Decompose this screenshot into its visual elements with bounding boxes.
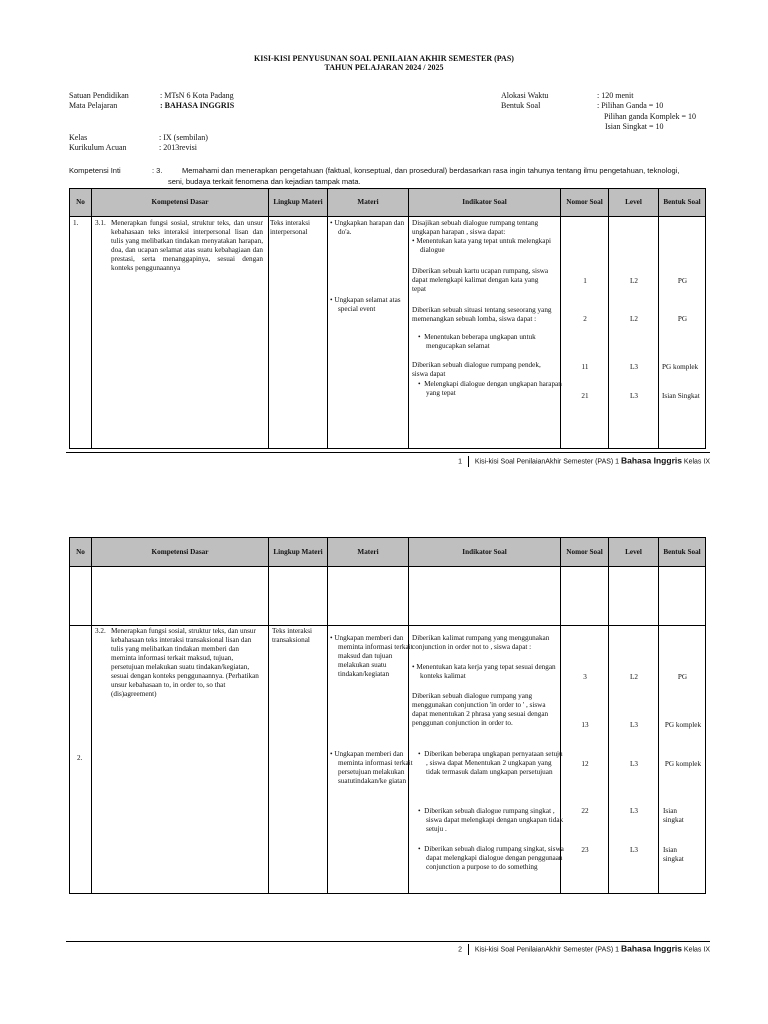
mapel-label: Mata Pelajaran <box>69 101 118 110</box>
table-header-row <box>70 189 706 217</box>
materi-item: • Ungkapkan harapan dan do'a. <box>330 219 405 236</box>
materi-item: • Ungkapan selamat atas special event <box>330 296 401 313</box>
table-row <box>70 217 706 449</box>
indikator-bullet: • Melengkapi dialogue dengan ungkapan harapan yang tepat <box>418 380 562 397</box>
indikator-bullet: • Menentukan kata yang tepat untuk melengkapi dialogue <box>412 237 552 254</box>
header-bentuk: Bentuk Soal <box>659 538 706 567</box>
indikator-bullet: • Menentukan kata kerja yang tepat sesuai dengan konteks kalimat <box>412 663 556 680</box>
kelas-value: : IX (sembilan) <box>159 133 208 142</box>
nomor-soal: 22 <box>581 807 589 815</box>
bentuk-soal: PG komplek <box>662 363 699 371</box>
footer-text: Kisi-kisi Soal PenilaianAkhir Semester (PAS) 1 <box>474 946 620 954</box>
ki-label: Kompetensi Inti <box>69 166 121 175</box>
indikator-bullet: • Diberikan sebuah dialog rumpang singkat, siswa dapat melengkapi dialogue dengan penggunaan conjunction a purpose to do something <box>418 845 564 871</box>
level: L2 <box>630 315 638 323</box>
materi-item: • Ungkapan memberi dan meminta informasi terkait persetujuan melakukan suatutindakan/ke giatan <box>330 750 413 785</box>
header-materi: Materi <box>328 538 409 567</box>
level: L3 <box>630 363 638 371</box>
nomor-soal: 1 <box>583 277 587 285</box>
header-materi: Materi <box>328 189 409 217</box>
level: L3 <box>630 846 638 854</box>
indikator-text: Disajikan sebuah dialogue rumpang tentang ungkapan harapan , siswa dapat: <box>412 219 539 236</box>
table-row <box>70 626 706 894</box>
header-kd: Kompetensi Dasar <box>92 538 269 567</box>
footer-text: Kisi-kisi Soal PenilaianAkhir Semester (PAS) 1 <box>474 458 620 466</box>
kurikulum-label: Kurikulum Acuan <box>69 143 127 152</box>
indikator-text: Diberikan sebuah situasi tentang seseorang yang memenangkan sebuah lomba, siswa dapat : <box>412 306 552 323</box>
header-no: No <box>70 538 92 567</box>
kd-text: Menerapkan fungsi sosial, struktur teks, dan unsur kebahasaan teks interaksi transaksional lisan dan tulis yang melibatkan tindakan memberi dan meminta informasi terkait maksud, tujuan, persetujuan melakukan suatu tindakan/kegiatan, sesuai dengan konteks penggunaannya. (Perhatikan unsur kebahasaan to, in order to, so that (dis)agreement) <box>111 627 259 698</box>
footer-divider <box>66 941 710 942</box>
level: L2 <box>630 673 638 681</box>
bentuk-value-isian: Isian Singkat = 10 <box>605 122 664 131</box>
indikator-text: Diberikan sebuah dialogue rumpang yang menggunakan conjunction 'in order to ' , siswa dapat menentukan 2 phrasa yang sesuai dengan penggunan conjunction in order to. <box>412 692 549 727</box>
lingkup-materi: Teks interaksi interpersonal <box>270 219 311 236</box>
bentuk-value-pg: : Pilihan Ganda = 10 <box>597 101 664 110</box>
bentuk-soal: PG komplek <box>664 721 702 729</box>
header-lingkup: Lingkup Materi <box>269 538 328 567</box>
header-level: Level <box>609 189 659 217</box>
nomor-soal: 12 <box>581 760 589 768</box>
bentuk-soal: PG komplek <box>664 760 702 768</box>
indikator-bullet: • Diberikan sebuah dialogue rumpang singkat , siswa dapat melengkapi dengan ungkapan tidak setuju . <box>418 807 564 833</box>
kelas-label: Kelas <box>69 133 88 142</box>
nomor-soal: 3 <box>583 673 587 681</box>
footer-subject: Bahasa Inggris <box>621 943 682 954</box>
table-header-row <box>70 538 706 567</box>
nomor-soal: 2 <box>583 315 587 323</box>
bentuk-soal: PG <box>677 315 688 323</box>
page-number: 2 <box>458 946 462 954</box>
level: L3 <box>630 721 638 729</box>
bentuk-soal: Isian Singkat <box>662 392 700 400</box>
kisi-table-1 <box>69 188 706 449</box>
bentuk-soal: Isian singkat <box>663 807 684 824</box>
page-number: 1 <box>458 458 462 466</box>
header-lingkup: Lingkup Materi <box>269 189 328 217</box>
ki-prefix: : 3. <box>152 166 163 175</box>
level: L3 <box>630 760 638 768</box>
page-footer <box>458 456 710 467</box>
indikator-text: Diberikan sebuah dialogue rumpang pendek, siswa dapat <box>412 361 541 378</box>
footer-subject: Bahasa Inggris <box>621 455 682 466</box>
header-nomor: Nomor Soal <box>561 189 609 217</box>
indikator-text: Diberikan sebuah kartu ucapan rumpang, siswa dapat melengkapi kalimat dengan kata yang tepat <box>412 267 549 293</box>
kurikulum-value: : 2013revisi <box>159 143 197 152</box>
satuan-label: Satuan Pendidikan <box>69 91 129 100</box>
row-number: 1. <box>73 219 79 227</box>
nomor-soal: 23 <box>581 846 589 854</box>
page-footer <box>458 944 710 955</box>
header-no: No <box>70 189 92 217</box>
header-bentuk: Bentuk Soal <box>659 189 706 217</box>
bentuk-soal: PG <box>677 673 688 681</box>
level: L3 <box>630 392 638 400</box>
nomor-soal: 21 <box>581 392 589 400</box>
level: L2 <box>630 277 638 285</box>
alokasi-value: : 120 menit <box>597 91 634 100</box>
ki-text-line2: seni, budaya terkait fenomena dan kejadian tampak mata. <box>168 177 361 186</box>
satuan-value: : MTsN 6 Kota Padang <box>160 91 234 100</box>
nomor-soal: 13 <box>581 721 589 729</box>
lingkup-materi: Teks interaksi transaksional <box>272 627 313 644</box>
document-title: KISI-KISI PENYUSUNAN SOAL PENILAIAN AKHIR SEMESTER (PAS) <box>254 54 514 63</box>
header-level: Level <box>609 538 659 567</box>
ki-text-line1: Memahami dan menerapkan pengetahuan (faktual, konseptual, dan prosedural) berdasarkan rasa ingin tahunya tentang ilmu pengetahuan, teknologi, <box>182 166 680 175</box>
bentuk-soal: Isian singkat <box>663 846 684 863</box>
bentuk-label: Bentuk Soal <box>501 101 541 110</box>
row-number: 2. <box>77 754 83 762</box>
kisi-table-2 <box>69 537 706 894</box>
indikator-bullet: • Diberikan beberapa ungkapan pernyataan setuju , siswa dapat Menentukan 2 ungkapan yang tidak termasuk dalam ungkapan persetujuan <box>418 750 563 776</box>
footer-kelas: Kelas IX <box>683 458 710 466</box>
indikator-bullet: • Menentukan beberapa ungkapan untuk mengucapkan selamat <box>418 333 536 350</box>
header-indikator: Indikator Soal <box>409 189 561 217</box>
kd-number: 3.2. <box>95 627 106 635</box>
document-subtitle: TAHUN PELAJARAN 2024 / 2025 <box>324 63 444 72</box>
indikator-text: Diberikan kalimat rumpang yang menggunakan conjunction in order not to , siswa dapat : <box>412 634 550 651</box>
alokasi-label: Alokasi Waktu <box>501 91 549 100</box>
nomor-soal: 11 <box>581 363 589 371</box>
header-kd: Kompetensi Dasar <box>92 189 269 217</box>
header-nomor: Nomor Soal <box>561 538 609 567</box>
footer-divider <box>66 452 710 453</box>
footer-kelas: Kelas IX <box>683 946 710 954</box>
level: L3 <box>630 807 638 815</box>
materi-item: • Ungkapan memberi dan meminta informasi terkait maksud dan tujuan melakukan suatu tindakan/kegiatan <box>330 634 413 678</box>
bentuk-value-pgk: Pilihan ganda Komplek = 10 <box>604 112 697 121</box>
mapel-value: : BAHASA INGGRIS <box>160 101 235 110</box>
table-row-empty <box>70 567 706 626</box>
kd-number: 3.1. <box>95 219 106 227</box>
kd-text: Menerapkan fungsi sosial, struktur teks, dan unsur kebahasaan teks interaksi interpersonal lisan dan tulis yang melibatkan tindakan menyatakan harapan, doa, dan ucapan selamat atas suatu kebahagiaan dan prestasi, serta menanggapinya, sesuai dengan konteks penggunaannya <box>111 219 263 272</box>
bentuk-soal: PG <box>677 277 688 285</box>
header-indikator: Indikator Soal <box>409 538 561 567</box>
